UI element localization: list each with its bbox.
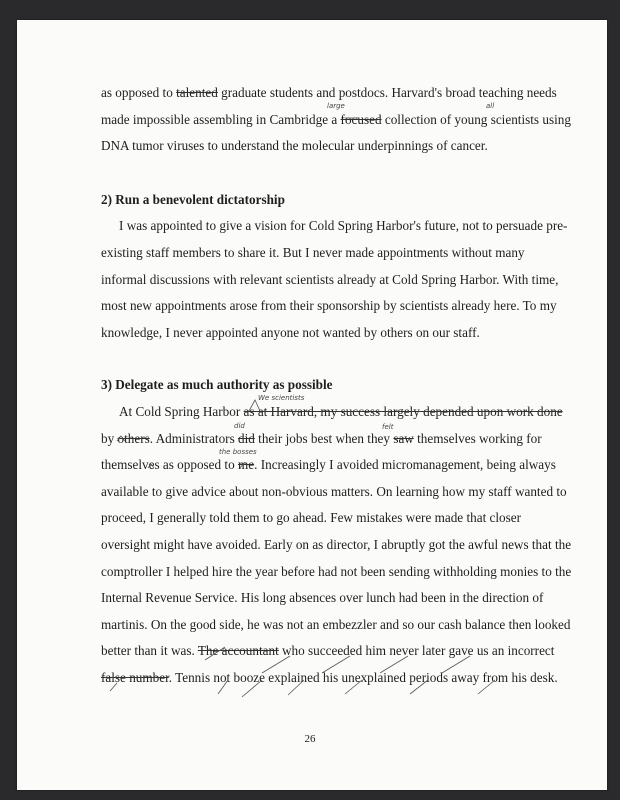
struck-phrase: as at Harvard, my success largely depended upon work done [243, 404, 563, 419]
struck-word: focused [340, 112, 382, 127]
annotation-the-bosses: the bosses [219, 448, 257, 456]
para1-line2: made impossible assembling in Cambridge a focused collection of young scientists using [101, 112, 571, 127]
struck-word: talented [176, 85, 218, 100]
page-number: 26 [304, 733, 316, 745]
section3-line: available to give advice about non-obvious matters. On learning how my staff wanted to [101, 484, 567, 499]
section3-line: Internal Revenue Service. His long absences over lunch had been in the direction of [101, 590, 544, 605]
section3-line3: themselves as opposed to me. Increasingly I avoided micromanagement, being always [101, 457, 556, 472]
para1-line1: as opposed to talented graduate students and postdocs. Harvard's broad teaching needs [101, 85, 557, 100]
section3-line10: better than it was. The accountant who succeeded him never later gave us an incorrect [101, 643, 555, 658]
section3-line: martinis. On the good side, he was not an embezzler and so our cash balance then looked [101, 617, 571, 632]
section3-line2: by others. Administrators did their jobs best when they saw themselves working for [101, 431, 542, 446]
annotation-all: all [486, 102, 495, 110]
section3-heading: 3) Delegate as much authority as possible [101, 377, 333, 392]
section3-line11: false number. Tennis not booze explained his unexplained periods away from his desk. [101, 670, 558, 685]
section3-line1: At Cold Spring Harbor as at Harvard, my success largely depended upon work done [119, 404, 563, 419]
para1-line3: DNA tumor viruses to understand the molecular underpinnings of cancer. [101, 138, 488, 153]
annotation-large: large [327, 102, 345, 110]
section3-line: oversight might have avoided. Early on as director, I abruptly got the awful news that the [101, 537, 572, 552]
section2-heading: 2) Run a benevolent dictatorship [101, 192, 285, 207]
section2-line: knowledge, I never appointed anyone not wanted by others on our staff. [101, 325, 480, 340]
section2-line: existing staff members to share it. But I never made appointments without many [101, 245, 525, 260]
annotation-we-scientists: We scientists [258, 394, 305, 402]
section2-line: informal discussions with relevant scientists already at Cold Spring Harbor. With time, [101, 272, 559, 287]
section3-line: proceed, I generally told them to go ahead. Few mistakes were made that closer [101, 510, 522, 525]
section2-line: I was appointed to give a vision for Cold Spring Harbor's future, not to persuade pre- [119, 218, 568, 233]
section3-line: comptroller I helped hire the year before had not been sending withholding monies to the [101, 564, 572, 579]
section2-line: most new appointments arose from their sponsorship by scientists already here. To my [101, 298, 557, 313]
annotation-did: did [234, 422, 245, 430]
annotation-felt: felt [382, 423, 394, 431]
